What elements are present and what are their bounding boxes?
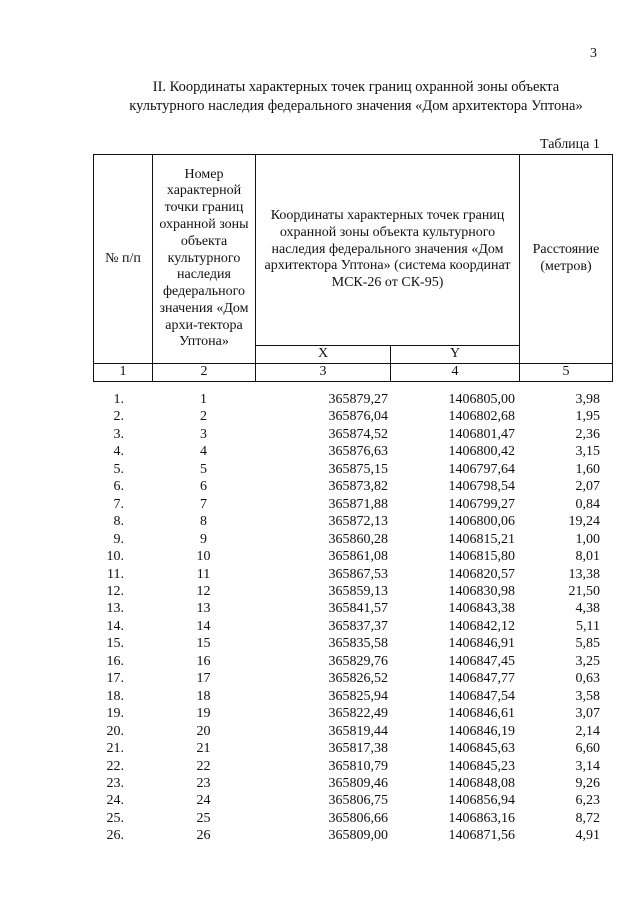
distance: 8,72 (575, 810, 600, 826)
distance: 4,38 (575, 601, 600, 617)
column-number: 2 (153, 363, 256, 381)
distance: 6,60 (575, 741, 600, 757)
table-row (93, 531, 612, 548)
coord-x: 365861,08 (328, 549, 388, 565)
point-number: 18 (196, 688, 211, 704)
header-y: Y (391, 346, 520, 364)
row-index: 1. (113, 392, 124, 407)
point-number: 22 (196, 758, 211, 774)
coord-y: 1406815,80 (448, 549, 515, 565)
coord-x: 365822,49 (328, 706, 388, 722)
point-number: 24 (196, 793, 211, 809)
coord-y: 1406871,56 (448, 828, 515, 844)
table-row (93, 443, 612, 460)
table-row (93, 688, 612, 705)
coord-x: 365876,04 (328, 409, 388, 425)
coord-y: 1406845,63 (448, 741, 515, 757)
coord-y: 1406830,98 (448, 583, 515, 599)
coord-x: 365837,37 (328, 618, 388, 634)
coord-x: 365817,38 (328, 741, 388, 757)
distance: 19,24 (568, 514, 600, 530)
table-row (93, 810, 612, 827)
row-index: 20. (106, 723, 124, 739)
table-row (93, 653, 612, 670)
header-coordinates: Координаты характерных точек границ охранной зоны объекта культурного наследия федерального значения «Дом архитектора Уптона» (система координат МСК-26 от СК-95) (256, 155, 520, 346)
row-index: 4. (113, 444, 124, 460)
distance: 3,98 (575, 392, 600, 407)
coord-y: 1406805,00 (448, 392, 515, 407)
row-index: 24. (106, 793, 124, 809)
table-row (93, 461, 612, 478)
table-row (93, 478, 612, 495)
row-index: 22. (106, 758, 124, 774)
coordinates-table (93, 391, 612, 845)
coord-y: 1406800,06 (448, 514, 515, 530)
row-index: 6. (113, 479, 124, 495)
table-row (93, 583, 612, 600)
page-number: 3 (590, 46, 597, 61)
distance: 3,25 (575, 653, 600, 669)
point-number: 25 (196, 810, 211, 826)
row-index: 23. (106, 775, 124, 791)
coord-x: 365879,27 (328, 392, 388, 407)
point-number: 19 (196, 706, 211, 722)
point-number: 2 (200, 409, 207, 425)
table-row (93, 600, 612, 617)
table-caption: Таблица 1 (540, 137, 600, 152)
point-number: 3 (200, 426, 207, 442)
header-distance: Расстояние (метров) (520, 155, 613, 364)
point-number: 20 (196, 723, 211, 739)
row-index: 13. (106, 601, 124, 617)
coord-x: 365841,57 (328, 601, 388, 617)
coord-y: 1406845,23 (448, 758, 515, 774)
table-row (93, 740, 612, 757)
coord-y: 1406863,16 (448, 810, 515, 826)
row-index: 21. (106, 741, 124, 757)
distance: 1,00 (575, 531, 600, 547)
distance: 2,14 (575, 723, 600, 739)
coord-y: 1406847,77 (448, 671, 515, 687)
row-index: 3. (113, 426, 124, 442)
distance: 3,15 (575, 444, 600, 460)
distance: 8,01 (575, 549, 600, 565)
table-row (93, 426, 612, 443)
coord-x: 365876,63 (328, 444, 388, 460)
coord-x: 365835,58 (328, 636, 388, 652)
table-row (93, 566, 612, 583)
coord-y: 1406847,45 (448, 653, 515, 669)
coord-y: 1406798,54 (448, 479, 515, 495)
table-row (93, 391, 612, 408)
distance: 5,11 (576, 618, 600, 634)
header-row-number: № п/п (94, 155, 153, 364)
table-row (93, 792, 612, 809)
point-number: 21 (196, 741, 211, 757)
table-row (93, 775, 612, 792)
table-row (93, 635, 612, 652)
coord-y: 1406842,12 (448, 618, 515, 634)
row-index: 18. (106, 688, 124, 704)
row-index: 5. (113, 461, 124, 477)
coord-x: 365871,88 (328, 496, 388, 512)
coord-y: 1406799,27 (448, 496, 515, 512)
coord-x: 365873,82 (328, 479, 388, 495)
coord-y: 1406800,42 (448, 444, 515, 460)
table-row (93, 758, 612, 775)
coord-y: 1406846,91 (448, 636, 515, 652)
column-number: 4 (391, 363, 520, 381)
row-index: 11. (107, 566, 124, 582)
distance: 3,58 (575, 688, 600, 704)
coord-y: 1406797,64 (448, 461, 515, 477)
row-index: 2. (113, 409, 124, 425)
coord-x: 365859,13 (328, 583, 388, 599)
heading-line-1: II. Координаты характерных точек границ охранной зоны объекта (152, 79, 560, 95)
table-row (93, 670, 612, 687)
table-row (93, 723, 612, 740)
point-number: 23 (196, 775, 211, 791)
row-index: 12. (106, 583, 124, 599)
distance: 21,50 (568, 583, 600, 599)
point-number: 15 (196, 636, 211, 652)
distance: 0,63 (575, 671, 600, 687)
distance: 9,26 (575, 775, 600, 791)
coord-y: 1406847,54 (448, 688, 515, 704)
column-numbering-row (94, 363, 613, 381)
coord-x: 365819,44 (328, 723, 388, 739)
point-number: 9 (200, 531, 207, 547)
column-number: 5 (520, 363, 613, 381)
table-row (93, 705, 612, 722)
row-index: 17. (106, 671, 124, 687)
coord-x: 365809,00 (328, 828, 388, 844)
row-index: 26. (106, 828, 124, 844)
coord-x: 365826,52 (328, 671, 388, 687)
coord-x: 365806,66 (328, 810, 388, 826)
distance: 2,07 (575, 479, 600, 495)
coord-y: 1406848,08 (448, 775, 515, 791)
point-number: 14 (196, 618, 211, 634)
coord-x: 365806,75 (328, 793, 388, 809)
coord-x: 365867,53 (328, 566, 388, 582)
distance: 1,60 (575, 461, 600, 477)
heading-line-2: культурного наследия федерального значения «Дом архитектора Уптона» (129, 98, 583, 114)
point-number: 7 (200, 496, 207, 512)
distance: 3,14 (575, 758, 600, 774)
row-index: 14. (106, 618, 124, 634)
table-row (93, 548, 612, 565)
point-number: 11 (196, 566, 211, 582)
coord-x: 365829,76 (328, 653, 388, 669)
point-number: 26 (196, 828, 211, 844)
coord-x: 365825,94 (328, 688, 388, 704)
row-index: 10. (106, 549, 124, 565)
distance: 4,91 (575, 828, 600, 844)
point-number: 17 (196, 671, 211, 687)
header-x: X (256, 346, 391, 364)
coord-y: 1406820,57 (448, 566, 515, 582)
distance: 2,36 (575, 426, 600, 442)
coord-y: 1406843,38 (448, 601, 515, 617)
column-number: 3 (256, 363, 391, 381)
coord-x: 365872,13 (328, 514, 388, 530)
point-number: 13 (196, 601, 211, 617)
row-index: 16. (106, 653, 124, 669)
coord-y: 1406802,68 (448, 409, 515, 425)
table-row (93, 618, 612, 635)
coord-x: 365874,52 (328, 426, 388, 442)
distance: 3,07 (575, 706, 600, 722)
point-number: 5 (200, 461, 207, 477)
point-number: 12 (196, 583, 211, 599)
distance: 0,84 (575, 496, 600, 512)
distance: 6,23 (575, 793, 600, 809)
point-number: 10 (196, 549, 211, 565)
column-number: 1 (94, 363, 153, 381)
distance: 13,38 (568, 566, 600, 582)
point-number: 8 (200, 514, 207, 530)
row-index: 9. (113, 531, 124, 547)
row-index: 25. (106, 810, 124, 826)
coord-y: 1406801,47 (448, 426, 515, 442)
distance: 5,85 (575, 636, 600, 652)
coord-x: 365875,15 (328, 461, 388, 477)
row-index: 7. (113, 496, 124, 512)
coord-x: 365810,79 (328, 758, 388, 774)
header-point-number: Номер характерной точки границ охранной зоны объекта культурного наследия федерального значения «Дом архи-тектора Уптона» (153, 155, 256, 364)
point-number: 1 (200, 392, 207, 407)
point-number: 16 (196, 653, 211, 669)
coord-y: 1406846,19 (448, 723, 515, 739)
distance: 1,95 (575, 409, 600, 425)
coord-x: 365809,46 (328, 775, 388, 791)
row-index: 15. (106, 636, 124, 652)
table-header (93, 154, 613, 382)
row-index: 8. (113, 514, 124, 530)
table-row (93, 496, 612, 513)
point-number: 6 (200, 479, 207, 495)
table-row (93, 827, 612, 844)
table-row (93, 513, 612, 530)
point-number: 4 (200, 444, 207, 460)
coord-x: 365860,28 (328, 531, 388, 547)
coord-y: 1406856,94 (448, 793, 515, 809)
table-row (93, 408, 612, 425)
section-heading (96, 78, 616, 116)
coord-y: 1406846,61 (448, 706, 515, 722)
row-index: 19. (106, 706, 124, 722)
coord-y: 1406815,21 (448, 531, 515, 547)
